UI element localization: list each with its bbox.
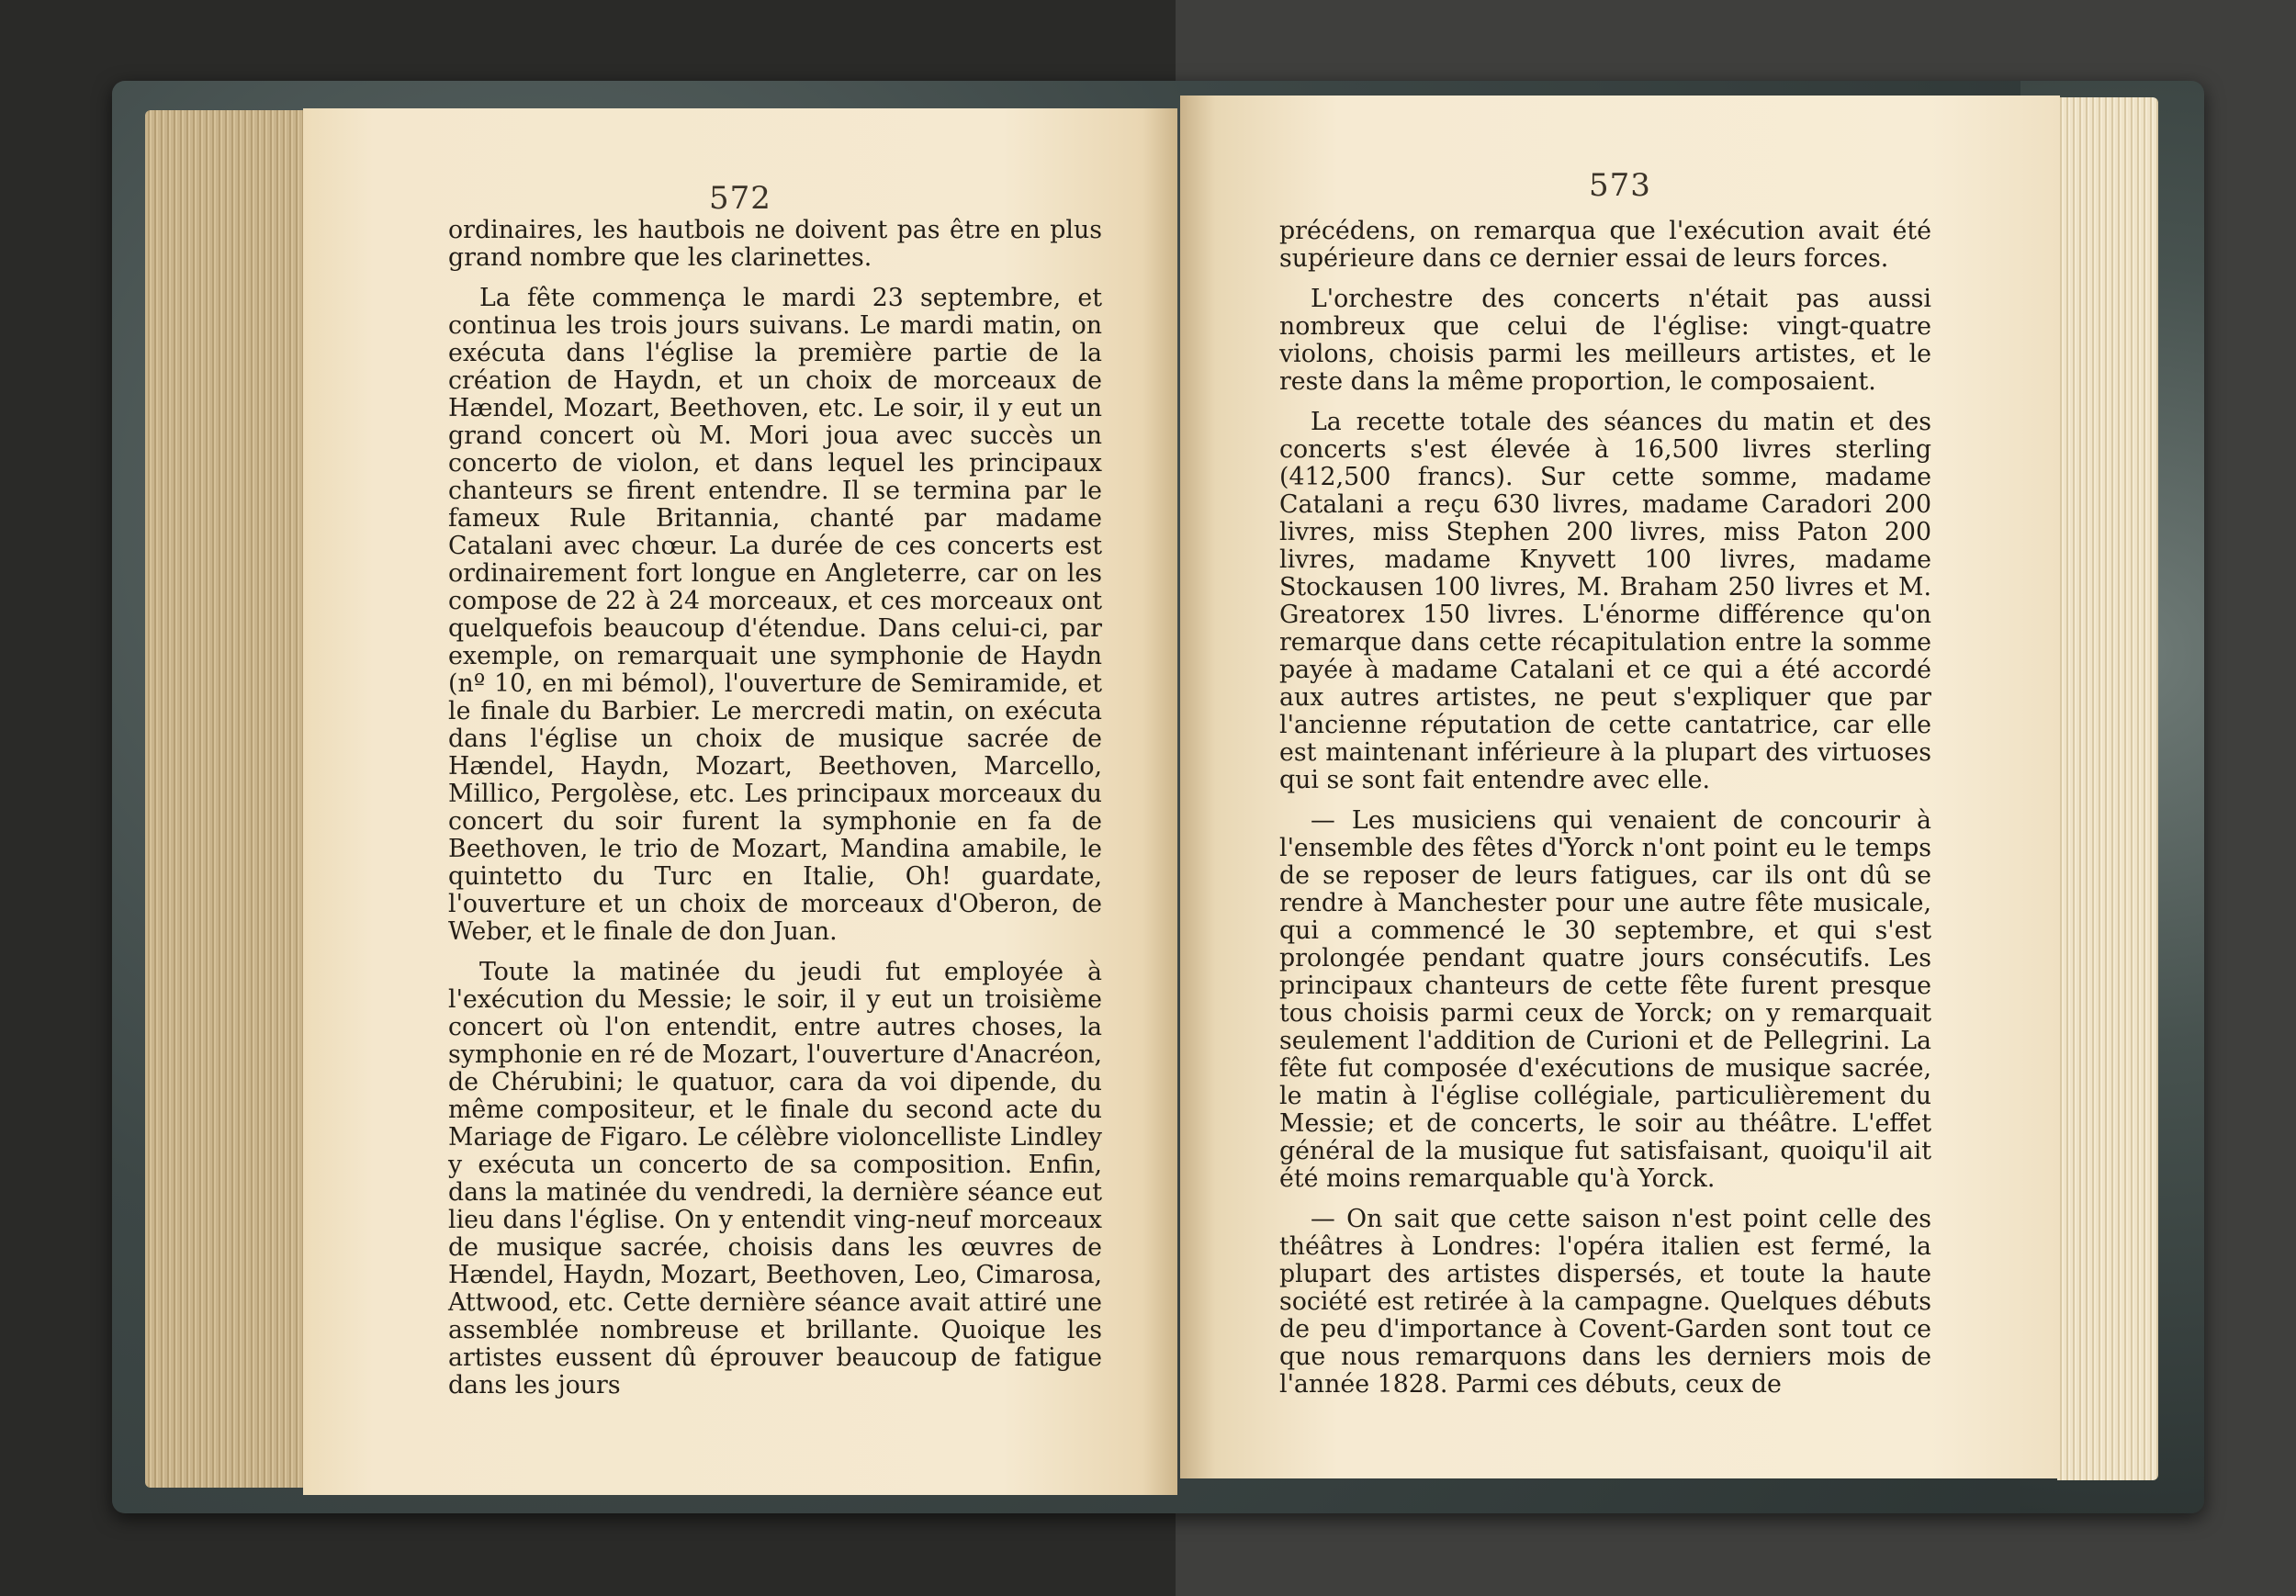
page-number-right: 573: [1589, 167, 1651, 204]
paragraph: — Les musiciens qui venaient de concourir à l'ensemble des fêtes d'Yorck n'ont point eu le temps de se reposer de leurs fatigues, car ils ont dû se rendre à Manchester pour une autre fête musicale, qui a commencé le 30 septembre, et qui s'est prolongée pendant quatre jours consécutifs. Les principaux chanteurs de cette fête furent presque tous choisis parmi ceux de Yorck; on y remarquait seulement l'addition de Curioni et de Pellegrini. La fête fut composée d'exécutions de musique sacrée, le matin à l'église collégiale, particulièrement du Messie; et de concerts, le soir au théâtre. L'effet général de la musique fut satisfaisant, quoiqu'il ait été moins remarquable qu'à Yorck.: [1279, 806, 1931, 1193]
page-number-left: 572: [709, 180, 771, 217]
paragraph: ordinaires, les hautbois ne doivent pas être en plus grand nombre que les clarinettes.: [448, 216, 1102, 272]
paragraph: La fête commença le mardi 23 septembre, et continua les trois jours suivans. Le mardi matin, on exécuta dans l'église la première partie de la création de Haydn, et un choix de morceaux de Hændel, Mozart, Beethoven, etc. Le soir, il y eut un grand concert où M. Mori joua avec succès un concerto de violon, et dans lequel les principaux chanteurs se firent entendre. Il se termina par le fameux Rule Britannia, chanté par madame Catalani avec chœur. La durée de ces concerts est ordinairement fort longue en Angleterre, car on les compose de 22 à 24 morceaux, et ces morceaux ont quelquefois beaucoup d'étendue. Dans celui-ci, par exemple, on remarquait une symphonie de Haydn (nº 10, en mi bémol), l'ouverture de Semiramide, et le finale du Barbier. Le mercredi matin, on exécuta dans l'église un choix de musique sacrée de Hændel, Haydn, Mozart, Beethoven, Marcello, Millico, Pergolèse, etc. Les principaux morceaux du concert du soir furent la symphonie en fa de Beethoven, le trio de Mozart, Mandina amabile, le quintetto du Turc en Italie, Oh! guardate, l'ouverture et un choix de morceaux d'Oberon, de Weber, et le finale de don Juan.: [448, 284, 1102, 946]
left-page-text: [448, 217, 1102, 1399]
page-stack-left: [145, 110, 310, 1488]
paragraph: précédens, on remarqua que l'exécution avait été supérieure dans ce dernier essai de leurs forces.: [1279, 217, 1931, 273]
right-page: [1180, 96, 2060, 1478]
paragraph: L'orchestre des concerts n'était pas aussi nombreux que celui de l'église: vingt-quatre violons, choisis parmi les meilleurs artistes, et le reste dans la même proportion, le composaient.: [1279, 285, 1931, 396]
paragraph: — On sait que cette saison n'est point celle des théâtres à Londres: l'opéra italien est fermé, la plupart des artistes dispersés, et toute la haute société est retirée à la campagne. Quelques débuts de peu d'importance à Covent-Garden sont tout ce que nous remarquons dans les derniers mois de l'année 1828. Parmi ces débuts, ceux de: [1279, 1205, 1931, 1399]
left-page: [303, 108, 1177, 1495]
page-stack-right: [2057, 97, 2158, 1480]
paragraph: La recette totale des séances du matin et des concerts s'est élevée à 16,500 livres sterling (412,500 francs). Sur cette somme, madame Catalani a reçu 630 livres, madame Caradori 200 livres, miss Stephen 200 livres, miss Paton 200 livres, madame Knyvett 100 livres, madame Stockausen 100 livres, M. Braham 250 livres et M. Greatorex 150 livres. L'énorme différence qu'on remarque dans cette récapitulation entre la somme payée à madame Catalani et ce qui a été accordé aux autres artistes, ne peut s'expliquer que par l'ancienne réputation de cette cantatrice, car elle est maintenant inférieure à la plupart des virtuoses qui se sont fait entendre avec elle.: [1279, 408, 1931, 794]
right-page-text: [1279, 218, 1931, 1399]
paragraph: Toute la matinée du jeudi fut employée à l'exécution du Messie; le soir, il y eut un troisième concert où l'on entendit, entre autres choses, la symphonie en ré de Mozart, l'ouverture d'Anacréon, de Chérubini; le quatuor, cara da voi dipende, du même compositeur, et le finale du second acte du Mariage de Figaro. Le célèbre violoncelliste Lindley y exécuta un concerto de sa composition. Enfin, dans la matinée du vendredi, la dernière séance eut lieu dans l'église. On y entendit ving-neuf morceaux de musique sacrée, choisis dans les œuvres de Hændel, Haydn, Mozart, Beethoven, Leo, Cimarosa, Attwood, etc. Cette dernière séance avait attiré une assemblée nombreuse et brillante. Quoique les artistes eussent dû éprouver beaucoup de fatigue dans les jours: [448, 958, 1102, 1399]
